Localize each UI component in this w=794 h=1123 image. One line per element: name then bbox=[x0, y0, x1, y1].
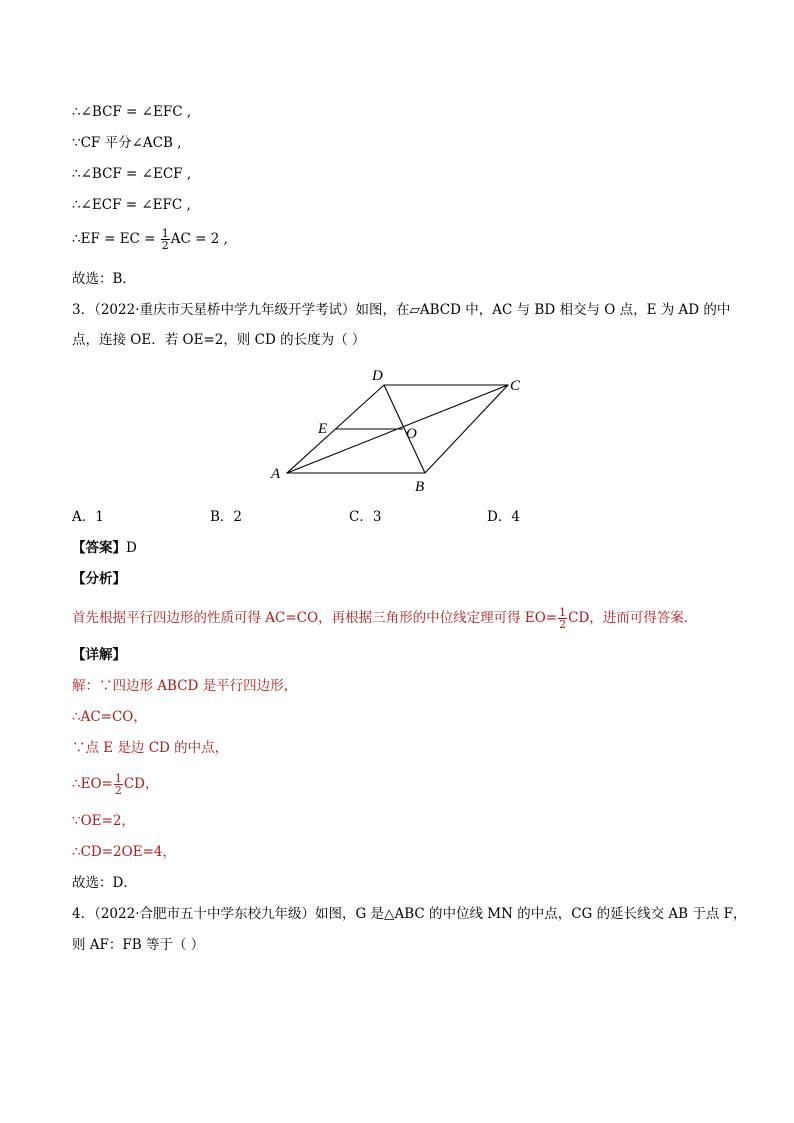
detail-tag: 【详解】 bbox=[72, 647, 126, 663]
label-d: D bbox=[372, 368, 383, 384]
detail-line: ∵点 E 是边 CD 的中点， bbox=[72, 740, 229, 756]
detail-line: 解：∵四边形 ABCD 是平行四边形， bbox=[72, 678, 298, 694]
option-a: A．1 bbox=[72, 509, 104, 525]
label-o: O bbox=[406, 426, 417, 442]
option-c: C．3 bbox=[349, 509, 382, 525]
denominator: 2 bbox=[559, 618, 567, 631]
label-c: C bbox=[510, 378, 521, 394]
choice-line: 故选：D． bbox=[72, 875, 137, 891]
detail-line: ∴CD=2OE=4， bbox=[72, 844, 176, 860]
option-b: B．2 bbox=[210, 509, 243, 525]
solution-line-fraction bbox=[72, 228, 228, 251]
answer-line bbox=[72, 539, 137, 557]
choice-line: 故选：B． bbox=[72, 271, 136, 287]
answer-tag: 【答案】 bbox=[72, 540, 126, 556]
answer-value: D bbox=[126, 540, 137, 556]
question-3-line-2: 点，连接 OE．若 OE=2，则 CD 的长度为（ ） bbox=[72, 332, 366, 348]
fraction-prefix: ∴EF = EC = bbox=[72, 231, 160, 247]
solution-line: ∵CF 平分∠ACB , bbox=[72, 135, 182, 151]
detail-line: ∴AC=CO， bbox=[72, 709, 147, 725]
detail-line: ∵OE=2， bbox=[72, 813, 135, 829]
solution-line: ∴∠BCF = ∠EFC , bbox=[72, 104, 192, 120]
solution-line: ∴∠BCF = ∠ECF , bbox=[72, 166, 192, 182]
solution-line: ∴∠ECF = ∠EFC , bbox=[72, 197, 191, 213]
numerator: 1 bbox=[114, 772, 122, 785]
fraction bbox=[114, 773, 123, 796]
fraction-prefix: ∴EO= bbox=[72, 776, 113, 792]
question-3-line-1 bbox=[72, 301, 730, 319]
question-prefix: 3．（2022·重庆市天星桥中学九年级开学考试）如图，在 bbox=[72, 302, 410, 318]
analysis-tag: 【分析】 bbox=[72, 571, 126, 587]
detail-line-fraction bbox=[72, 773, 158, 796]
denominator: 2 bbox=[161, 239, 169, 252]
question-4-line-2: 则 AF：FB 等于（ ） bbox=[72, 937, 205, 953]
fraction bbox=[558, 607, 567, 630]
numerator: 1 bbox=[161, 227, 169, 240]
analysis-suffix: CD，进而可得答案． bbox=[568, 610, 698, 626]
numerator: 1 bbox=[559, 606, 567, 619]
label-e: E bbox=[318, 421, 328, 437]
fraction-suffix: AC = 2 , bbox=[170, 231, 228, 247]
analysis-prefix: 首先根据平行四边形的性质可得 AC=CO，再根据三角形的中位线定理可得 EO= bbox=[72, 610, 558, 626]
fraction bbox=[161, 228, 170, 251]
question-4-line-1: 4．（2022·合肥市五十中学东校九年级）如图，G 是△ABC 的中位线 MN 的中点，CG 的延长线交 AB 于点 F， bbox=[72, 906, 747, 922]
question-mid: ▱ABCD 中，AC 与 BD 相交与 O 点，E 为 AD 的中 bbox=[409, 302, 731, 318]
denominator: 2 bbox=[114, 784, 122, 797]
label-a: A bbox=[271, 466, 281, 482]
option-d: D．4 bbox=[487, 509, 520, 525]
analysis-text bbox=[72, 607, 697, 630]
fraction-suffix: CD， bbox=[123, 776, 159, 792]
label-b: B bbox=[415, 479, 425, 495]
parallelogram-figure bbox=[260, 360, 540, 495]
